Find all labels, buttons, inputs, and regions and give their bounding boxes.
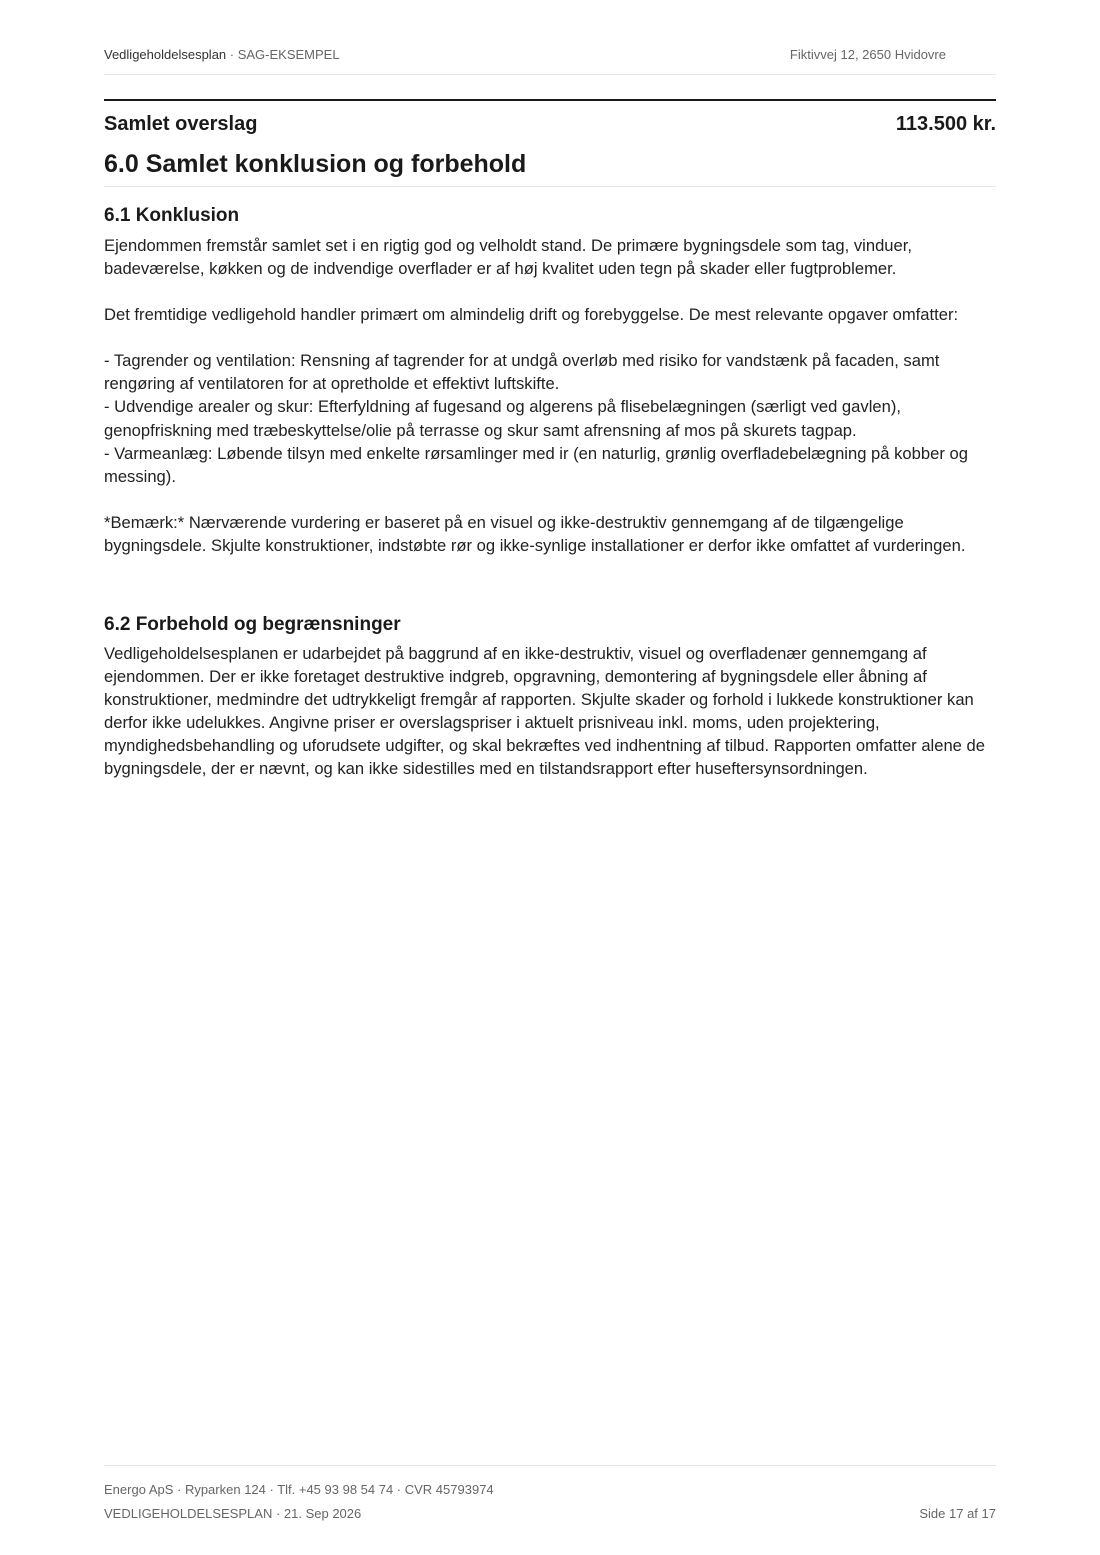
list-item-outdoor: - Udvendige arealer og skur: Efterfyldning af fugesand og algerens på flisebelægningen (særligt ved gavlen), genopfriskning med træbeskyttelse/olie på terrasse og skur samt afrensning af mos på skurets tagpap. [104, 397, 901, 440]
page-number: Side 17 af 17 [919, 1506, 996, 1521]
reservations-body [104, 642, 1004, 781]
page-footer [104, 1465, 996, 1521]
list-item-heating: - Varmeanlæg: Løbende tilsyn med enkelte rørsamlinger med ir (en naturlig, grønlig overfladebelægning på kobber og messing). [104, 443, 968, 486]
section-heading: 6.0 Samlet konklusion og forbehold [104, 150, 996, 187]
header-left [104, 47, 340, 62]
total-estimate-value: 113.500 kr. [895, 113, 996, 135]
header-doc-title: Vedligeholdelsesplan [104, 47, 227, 62]
header-separator: · [226, 47, 238, 62]
running-header [104, 44, 996, 75]
footer-company-line: Energo ApS · Ryparken 124 · Tlf. +45 93 98 54 74 · CVR 45793974 [104, 1482, 494, 1497]
header-case-id: SAG-EKSEMPEL [237, 47, 340, 62]
footer-doc-line: VEDLIGEHOLDELSESPLAN · 21. Sep 2026 [104, 1506, 362, 1521]
total-estimate-label: Samlet overslag [104, 113, 258, 135]
reservations-heading: 6.2 Forbehold og begrænsninger [104, 614, 401, 635]
conclusion-paragraph-2: Det fremtidige vedligehold handler primært om almindelig drift og forebyggelse. De mest relevante opgaver omfatter: [104, 305, 959, 325]
list-item-gutters: - Tagrender og ventilation: Rensning af tagrender for at undgå overløb med risiko for vandstænk på facaden, samt rengøring af ventilatoren for at opretholde et effektivt luftskifte. [104, 351, 940, 394]
conclusion-heading: 6.1 Konklusion [104, 205, 240, 226]
conclusion-paragraph-1: Ejendommen fremstår samlet set i en rigtig god og velholdt stand. De primære bygningsdele som tag, vinduer, badeværelse, køkken og de indvendige overflader er af høj kvalitet uden tegn på skader eller fugtproblemer. [104, 236, 912, 279]
conclusion-body [104, 234, 1004, 557]
total-estimate-row [104, 99, 996, 141]
reservations-paragraph: Vedligeholdelsesplanen er udarbejdet på baggrund af en ikke-destruktiv, visuel og overfladenær gennemgang af ejendommen. Der er ikke foretaget destruktive indgreb, opgravning, demontering af bygningsdele eller åbning af konstruktioner, medmindre det udtrykkeligt fremgår af rapporten. Skjulte skader og forhold i lukkede konstruktioner kan derfor ikke udelukkes. Angivne priser er overslagspriser i aktuelt prisniveau inkl. moms, uden projektering, myndighedsbehandling og uforudsete udgifter, og skal bekræftes ved indhentning af tilbud. Rapporten omfatter alene de bygningsdele, der er nævnt, og kan ikke sidestilles med en tilstandsrapport efter huseftersynsordningen. [104, 644, 985, 779]
header-address: Fiktivvej 12, 2650 Hvidovre [789, 47, 946, 62]
conclusion-note: *Bemærk:* Nærværende vurdering er baseret på en visuel og ikke-destruktiv gennemgang af de tilgængelige bygningsdele. Skjulte konstruktioner, indstøbte rør og ikke-synlige installationer er derfor ikke omfattet af vurderingen. [104, 512, 966, 555]
